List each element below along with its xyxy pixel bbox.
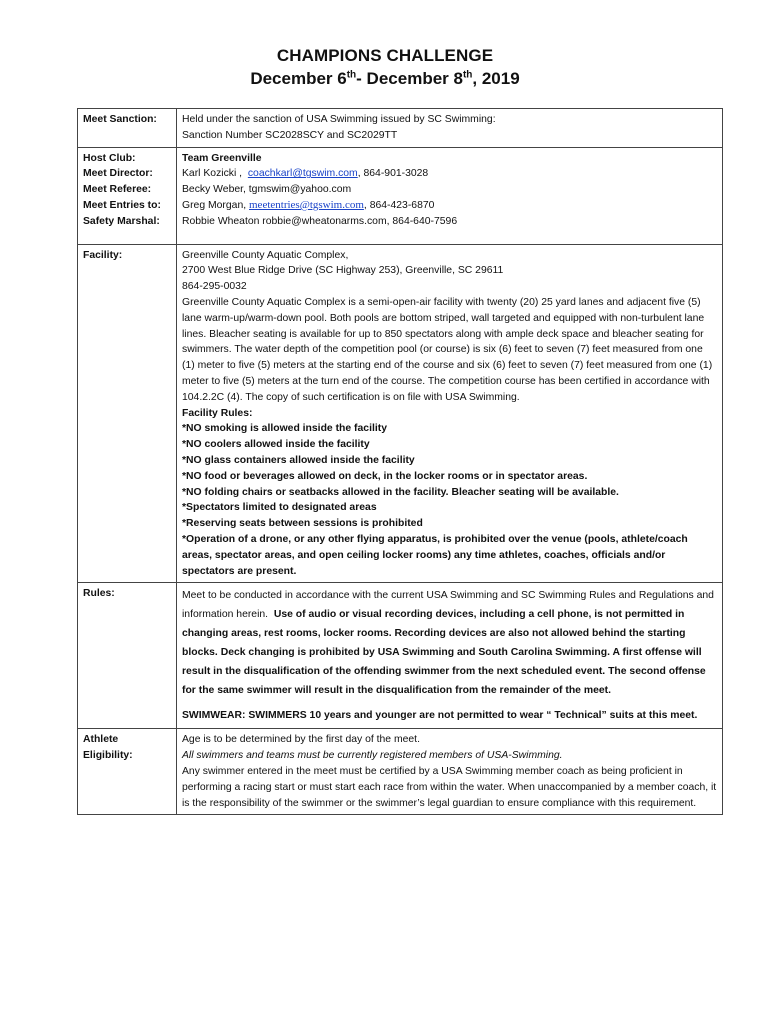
entries-phone: , 864-423-6870	[363, 199, 435, 211]
facility-phone: 864-295-0032	[182, 281, 247, 293]
facility-name: Greenville County Aquatic Complex,	[182, 249, 349, 261]
facility-description: Greenville County Aquatic Complex is a semi-open-air facility with twenty (20) 25 yard lanes and adjacent five (5) lane warm-up/warm-down pool. Both pools are bottom striped, wall targeted and equipped with non-turbulent lane lines. Bleacher seating is available for up to 850 spectators along with ample deck space and bleacher seating for swimmers. The water depth of the competition pool (or course) is six (6) feet to seven (7) feet measured from one (1) meter to five (5) meters at the starting end of the course and six (6) feet to seven (7) feet measured from one (1) meter to five (5) meters at the turn end of the course. The competition course has been certified in accordance with 104.2.2C (4). The copy of such certification is on file with USA Swimming.	[182, 296, 713, 403]
facility-address: 2700 West Blue Ridge Drive (SC Highway 253), Greenville, SC 29611	[182, 265, 504, 277]
meet-dates	[0, 69, 770, 89]
row-eligibility	[78, 729, 723, 815]
swimwear-rule: SWIMWEAR: SWIMMERS 10 years and younger are not permitted to wear “ Technical” suits at this meet.	[182, 710, 698, 722]
facility-rule: *NO coolers allowed inside the facility	[182, 439, 370, 451]
row-officials	[78, 147, 723, 244]
host-club-value: Team Greenville	[182, 152, 262, 164]
meet-referee-label: Meet Referee:	[83, 184, 152, 196]
facility-rule: *Reserving seats between sessions is prohibited	[182, 518, 423, 530]
facility-label: Facility:	[78, 244, 177, 583]
entries-name: Greg Morgan,	[182, 199, 247, 211]
rules-intro: Meet to be conducted in accordance with the current USA Swimming and SC Swimming Rules and Regulations and information herein.	[182, 590, 714, 621]
facility-rule: *NO glass containers allowed inside the facility	[182, 454, 415, 466]
officials-labels	[78, 147, 177, 244]
eligibility-certification: Any swimmer entered in the meet must be certified by a USA Swimming member coach as being proficient in performing a racing start or must start each race from within the water. When unaccompanied by a member coach, it is the responsibility of the swimmer or the swimmer’s legal guardian to ensure compliance with this requirement.	[182, 765, 717, 809]
meet-director-label: Meet Director:	[83, 168, 153, 180]
eligibility-label	[78, 729, 177, 815]
safety-marshal-label: Safety Marshal:	[83, 215, 160, 227]
row-rules	[78, 583, 723, 729]
host-club-label: Host Club:	[83, 152, 136, 164]
date-start-suffix: th	[346, 69, 357, 81]
facility-rule: *NO smoking is allowed inside the facility	[182, 423, 387, 435]
sanction-line-2: Sanction Number SC2028SCY and SC2029TT	[182, 129, 398, 141]
meet-title: CHAMPIONS CHALLENGE	[276, 46, 494, 65]
facility-rule: *Operation of a drone, or any other flying apparatus, is prohibited over the venue (pools, athlete/coach areas, spectator areas, and open ceiling locker rooms) any time athletes, coaches, officials and/or spectators are present.	[182, 533, 688, 577]
meet-entries-label: Meet Entries to:	[83, 199, 161, 211]
rules-label: Rules:	[78, 583, 177, 729]
facility-rule: *NO folding chairs or seatbacks allowed in the facility. Bleacher seating will be available.	[182, 486, 619, 498]
date-end-suffix: th	[462, 69, 473, 81]
director-email-link[interactable]: coachkarl@tgswim.com	[247, 168, 358, 180]
eligibility-age: Age is to be determined by the first day of the meet.	[182, 734, 420, 746]
row-facility	[78, 244, 723, 583]
sanction-value	[177, 109, 723, 148]
date-start: December 6	[250, 69, 347, 88]
row-sanction	[78, 109, 723, 148]
eligibility-label-line-2: Eligibility:	[83, 750, 133, 762]
meet-info-table	[77, 108, 723, 815]
rules-text	[182, 586, 717, 700]
facility-rule: *NO food or beverages allowed on deck, in the locker rooms or in spectator areas.	[182, 470, 588, 482]
facility-rules-heading: Facility Rules:	[182, 407, 253, 419]
facility-value	[177, 244, 723, 583]
director-name: Karl Kozicki ,	[182, 168, 243, 180]
safety-marshal-value: Robbie Wheaton robbie@wheatonarms.com, 864-640-7596	[182, 215, 458, 227]
meet-entries-value	[182, 198, 717, 214]
meet-referee-value: Becky Weber, tgmswim@yahoo.com	[182, 184, 352, 196]
eligibility-value	[177, 729, 723, 815]
date-year: , 2019	[472, 69, 520, 88]
meet-director-value	[182, 166, 717, 182]
facility-rule: *Spectators limited to designated areas	[182, 502, 377, 514]
officials-values	[177, 147, 723, 244]
sanction-label: Meet Sanction:	[78, 109, 177, 148]
date-end: - December 8	[356, 69, 463, 88]
rules-recording-policy: Use of audio or visual recording devices, including a cell phone, is not permitted in changing areas, rest rooms, locker rooms. Recording devices are also not allowed behind the starting blocks. Deck changing is prohibited by USA Swimming and South Carolina Swimming. A first offense will result in the disqualification of the offending swimmer from the next scheduled event. The second offense for the same swimmer will result in the disqualification from the remainder of the meet.	[182, 609, 706, 697]
entries-email-link[interactable]: meetentries@tgswim.com	[249, 198, 364, 211]
director-phone: , 864-901-3028	[357, 168, 429, 180]
rules-value	[177, 583, 723, 729]
eligibility-label-line-1: Athlete	[83, 734, 119, 746]
eligibility-registration: All swimmers and teams must be currently registered members of USA-Swimming.	[182, 750, 563, 762]
sanction-line-1: Held under the sanction of USA Swimming issued by SC Swimming:	[182, 114, 496, 125]
